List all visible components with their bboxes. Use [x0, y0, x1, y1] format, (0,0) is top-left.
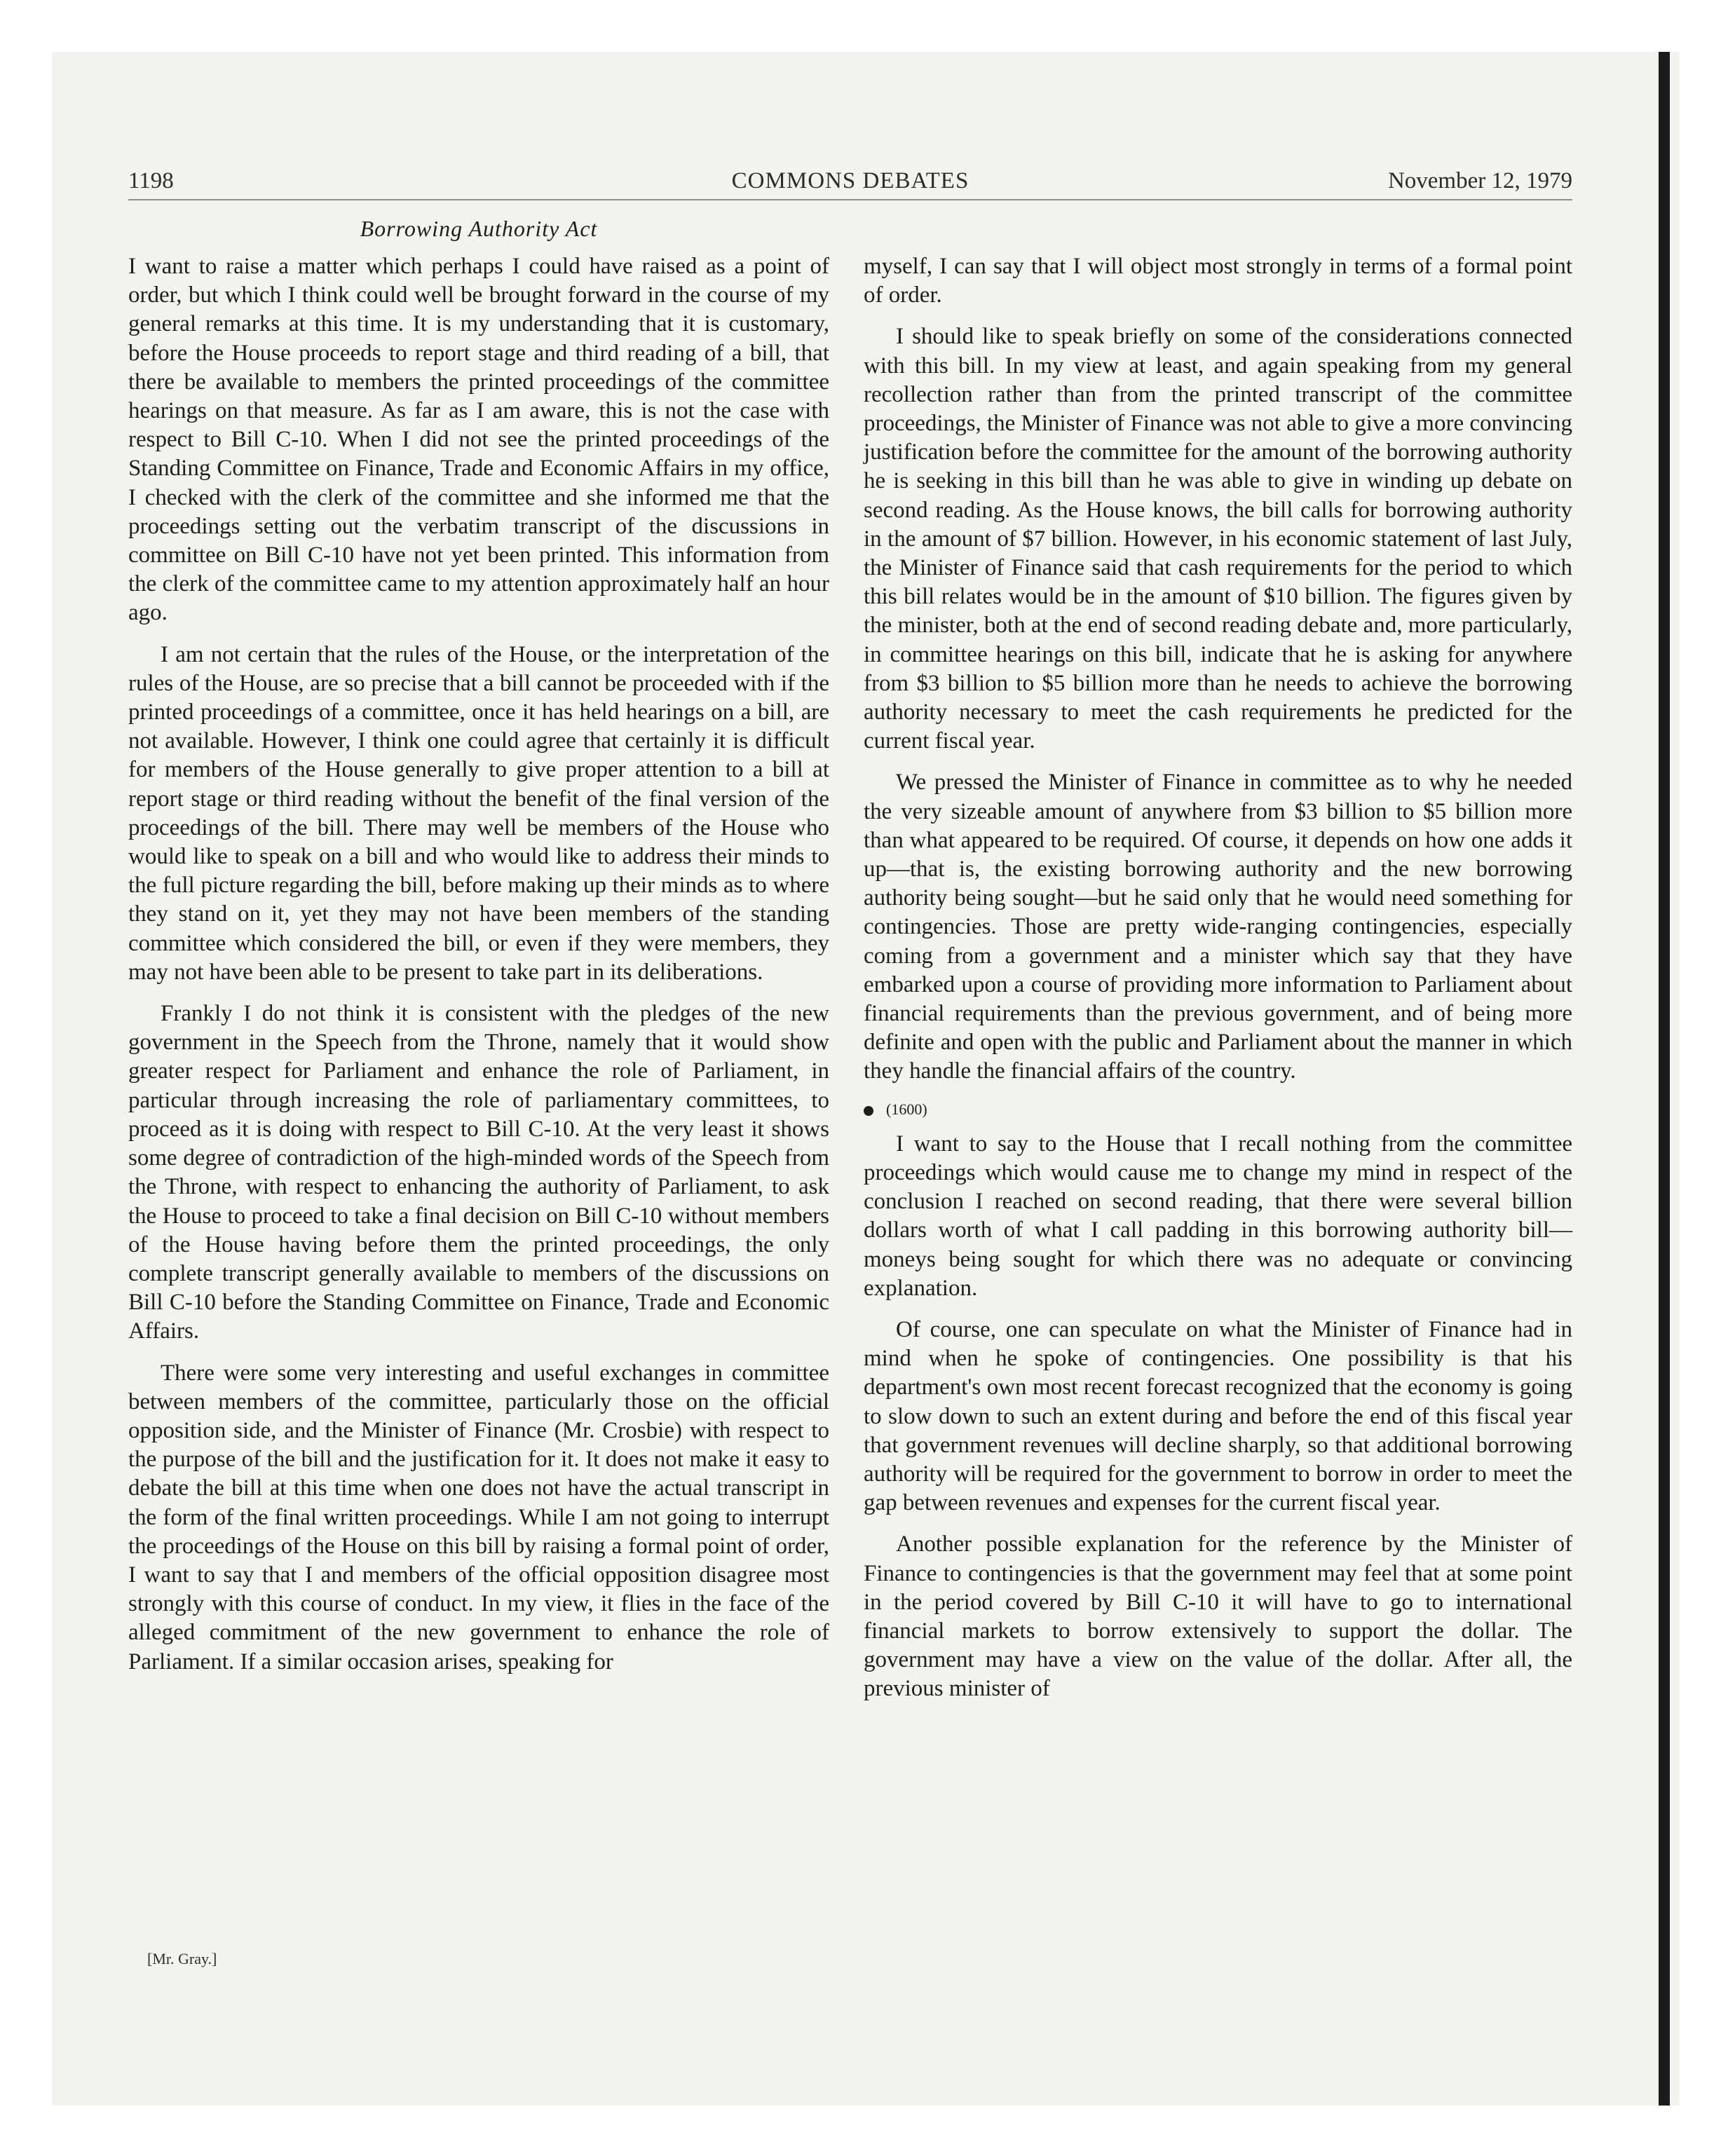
time-marker — [864, 1099, 1572, 1120]
speaker-note: [Mr. Gray.] — [147, 1950, 217, 1967]
time-marker-label: (1600) — [886, 1100, 927, 1118]
paragraph: I want to say to the House that I recall nothing from the committee proceedings which would cause me to change my mind in respect of the conclusion I reached on second reading, that there were several billion dollars worth of what I call padding in this borrowing authority bill—moneys being sought for which there was no adequate or convincing explanation. — [864, 1131, 1572, 1301]
paragraph: Frankly I do not think it is consistent with the pledges of the new government in the Speech from the Throne, namely that it would show greater respect for Parliament and enhance the role of Parliament, in particular through increasing the role of parliamentary committees, to proceed as it is doing with respect to Bill C-10. At the very least it shows some degree of contradiction of the high-minded words of the Speech from the Throne, with respect to enhancing the authority of Parliament, to ask the House to proceed to take a final decision on Bill C-10 without members of the House having before them the printed proceedings, the only complete transcript generally available to members of the discussions on Bill C-10 before the Standing Committee on Finance, Trade and Economic Affairs. — [128, 1001, 829, 1344]
header-rule — [128, 199, 1572, 200]
paragraph: Another possible explanation for the reference by the Minister of Finance to contingencies is that the government may feel that at some point in the period covered by Bill C-10 it will have to go to international financial markets to borrow extensively to support the dollar. The government may have a view on the value of the dollar. After all, the previous minister of — [864, 1531, 1572, 1702]
paragraph: I should like to speak briefly on some of the considerations connected with this bill. In my view at least, and again speaking from my general recollection rather than from the printed transcript of the committee proceedings, the Minister of Finance was not able to give a more convincing justification before the committee for the amount of the borrowing authority he is seeking in this bill than he was able to give in winding up debate on second reading. As the House knows, the bill calls for borrowing authority in the amount of $7 billion. However, in his economic statement of last July, the Minister of Finance said that cash requirements for the period to which this bill relates would be in the amount of $10 billion. The figures given by the minister, both at the end of second reading debate and, more particularly, in committee hearings on this bill, indicate that he is asking for anywhere from $3 billion to $5 billion more than he needs to achieve the borrowing authority necessary to meet the cash requirements he predicted for the current fiscal year. — [864, 324, 1572, 754]
binding-edge — [1659, 52, 1670, 2106]
paragraph: We pressed the Minister of Finance in committee as to why he needed the very sizeable amount of anywhere from $3 billion to $5 billion more than what appeared to be required. Of course, it depends on how one adds it up—that is, the existing borrowing authority and the new borrowing authority being sought—but he said only that he would need something for contingencies. Those are pretty wide-ranging contingencies, especially coming from a government and a minister which say that they have embarked upon a course of providing more information to Parliament about financial requirements than the previous government, and of being more definite and open with the public and Parliament about the manner in which they handle the financial affairs of the country. — [864, 770, 1572, 1084]
paragraph: I am not certain that the rules of the House, or the interpretation of the rules of the House, are so precise that a bill cannot be proceeded with if the printed proceedings of a committee, once it has held hearings on a bill, are not available. However, I think one could agree that certainly it is difficult for members of the House generally to give proper attention to a bill at report stage or third reading without the benefit of the final version of the proceedings of the bill. There may well be members of the House who would like to speak on a bill and who would like to address their minds to the full picture regarding the bill, before making up their minds as to where they stand on it, yet they may not have been members of the standing committee which considered the bill, or even if they were members, they may not have been able to be present to take part in its deliberations. — [128, 641, 829, 985]
bullet-icon — [864, 1106, 873, 1116]
running-head — [128, 165, 1572, 196]
paragraph: Of course, one can speculate on what the Minister of Finance had in mind when he spoke of contingencies. One possibility is that his department's own most recent forecast recognized that the economy is going to slow down to such an extent during and before the end of this fiscal year that government revenues will decline sharply, so that additional borrowing authority will be required for the government to borrow in order to meet the gap between revenues and expenses for the current fiscal year. — [864, 1316, 1572, 1516]
paragraph: There were some very interesting and useful exchanges in committee between members of the committee, particularly those on the official opposition side, and the Minister of Finance (Mr. Crosbie) with respect to the purpose of the bill and the justification for it. It does not make it easy to debate the bill at this time when one does not have the actual transcript in the form of the final written proceedings. While I am not going to interrupt the proceedings of the House on this bill by raising a formal point of order, I want to say that I and members of the official opposition disagree most strongly with this course of conduct. In my view, it flies in the face of the alleged commitment of the new government to enhance the role of Parliament. If a similar occasion arises, speaking for — [128, 1360, 829, 1674]
publication-title: COMMONS DEBATES — [731, 168, 969, 193]
section-title: Borrowing Authority Act — [360, 216, 598, 241]
right-column — [864, 252, 1572, 1717]
issue-date: November 12, 1979 — [1387, 168, 1572, 193]
paragraph: myself, I can say that I will object most strongly in terms of a formal point of order. — [864, 254, 1572, 308]
left-column — [128, 252, 829, 1689]
page-number: 1198 — [128, 168, 174, 193]
paragraph: I want to raise a matter which perhaps I could have raised as a point of order, but which I think could well be brought forward in the course of my general remarks at this time. It is my understanding that it is customary, before the House proceeds to report stage and third reading of a bill, that there be available to members the printed proceedings of the committee hearings on that measure. As far as I am aware, this is not the case with respect to Bill C-10. When I did not see the printed proceedings of the Standing Committee on Finance, Trade and Economic Affairs in my office, I checked with the clerk of the committee and she informed me that the proceedings setting out the verbatim transcript of the discussions in committee on Bill C-10 have not yet been printed. This information from the clerk of the committee came to my attention approximately half an hour ago. — [128, 254, 829, 626]
